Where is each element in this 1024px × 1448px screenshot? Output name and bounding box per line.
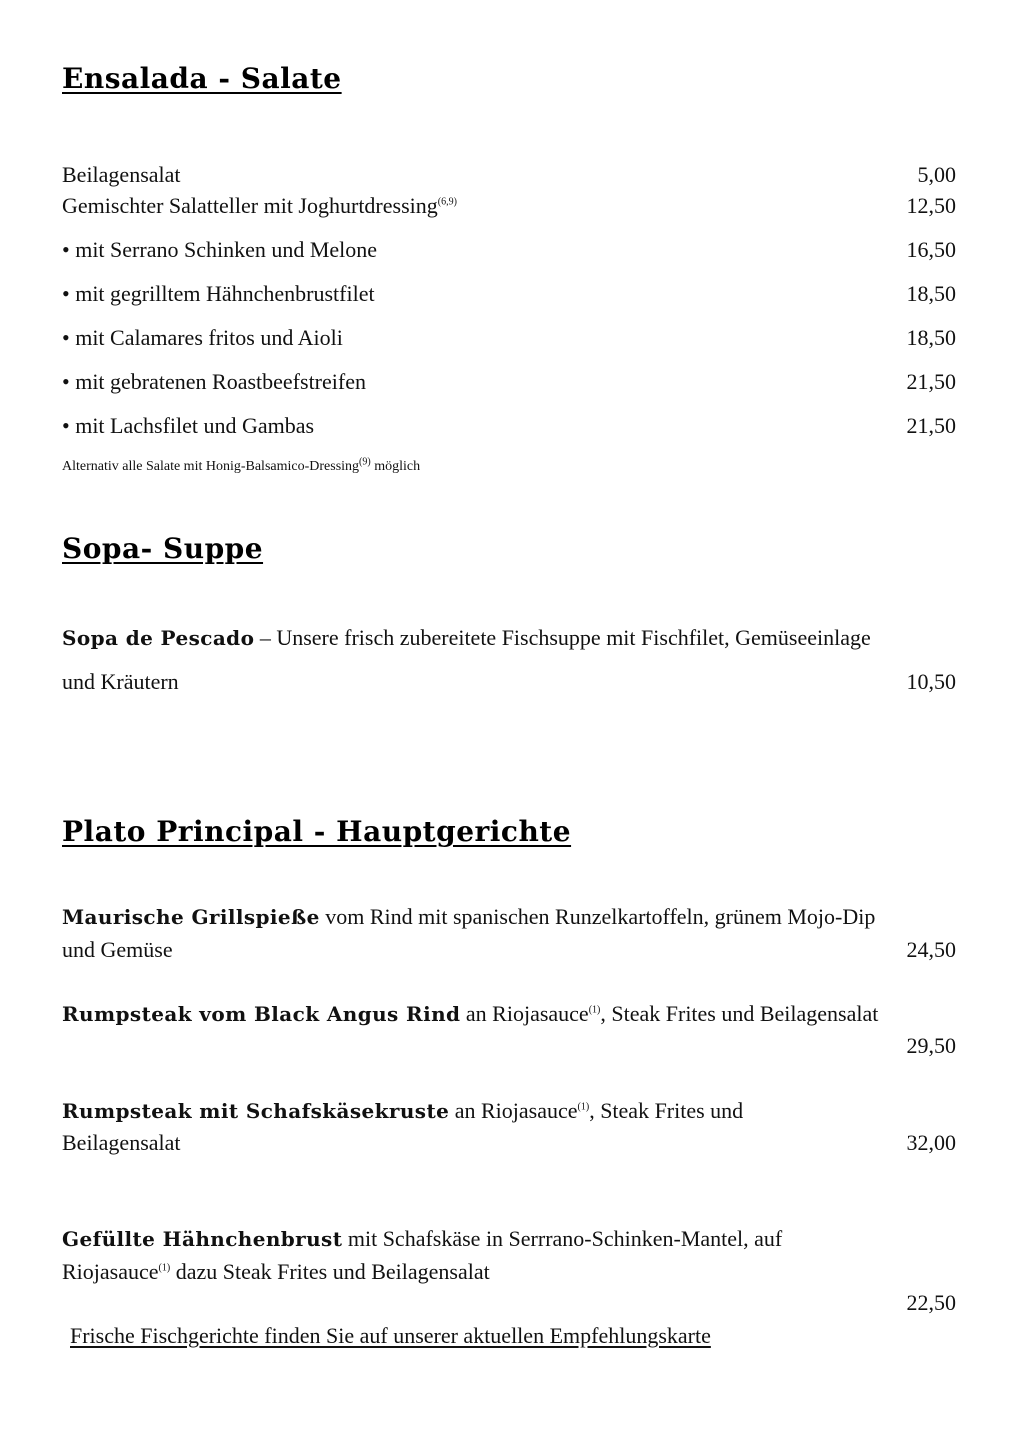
salad-dressing-note [62,454,956,480]
item-desc-end: , Steak Frites und [589,1098,744,1123]
item-desc-line2: und Gemüse [62,937,173,962]
note-text-end: möglich [370,459,421,474]
item-price: 29,50 [906,1033,956,1058]
menu-item-soup [62,625,956,651]
menu-item [62,325,956,351]
item-desc-end: , Steak Frites und Beilagensalat [600,1001,879,1026]
menu-item [62,281,956,307]
item-name: • mit gegrilltem Hähnchenbrustfilet [62,281,375,306]
item-name: Maurische Grillspieße [62,905,320,929]
item-price: 10,50 [906,669,956,694]
item-desc: Riojasauce [62,1259,159,1284]
item-name: • mit Calamares fritos und Aioli [62,325,343,350]
item-desc: mit Schafskäse in Serrrano-Schinken-Mantel, auf [342,1226,783,1251]
item-price: 5,00 [917,162,956,187]
section-heading-mains: Plato Principal - Hauptgerichte [62,815,572,848]
item-price: 24,50 [906,937,956,962]
item-name: Gemischter Salatteller mit Joghurtdressing [62,193,438,218]
menu-item [62,1001,956,1027]
allergen-note: (6,9) [437,196,457,208]
allergen-note: (9) [359,456,371,468]
item-price: 16,50 [906,237,956,262]
allergen-note: (1) [588,1004,601,1016]
item-name: Gefüllte Hähnchenbrust [62,1227,343,1251]
item-desc-line2: Beilagensalat [62,1130,181,1155]
menu-item [62,413,956,439]
item-name: • mit gebratenen Roastbeefstreifen [62,369,366,394]
allergen-note: (1) [158,1262,171,1274]
item-price: 12,50 [906,193,956,218]
fish-dishes-note-link[interactable]: Frische Fischgerichte finden Sie auf unserer aktuellen Empfehlungskarte [70,1323,711,1348]
item-name: • mit Serrano Schinken und Melone [62,237,378,262]
item-desc: – Unsere frisch zubereitete Fischsuppe mit Fischfilet, Gemüseeinlage [254,625,871,650]
item-price: 21,50 [906,413,956,438]
note-text: Alternativ alle Salate mit Honig-Balsamico-Dressing [62,459,360,474]
item-name: Rumpsteak mit Schafskäsekruste [62,1099,450,1123]
menu-item [62,1226,956,1252]
item-price: 22,50 [906,1290,956,1315]
item-name: Sopa de Pescado [62,626,255,650]
item-desc: vom Rind mit spanischen Runzelkartoffeln, grünem Mojo-Dip [319,904,876,929]
item-price: 21,50 [906,369,956,394]
item-desc-line2: und Kräutern [62,669,179,694]
item-name: Rumpsteak vom Black Angus Rind [62,1002,461,1026]
item-name: • mit Lachsfilet und Gambas [62,413,315,438]
item-desc: an Riojasauce [449,1098,578,1123]
menu-item [62,237,956,263]
item-desc: an Riojasauce [460,1001,589,1026]
item-price: 32,00 [906,1130,956,1155]
item-price: 18,50 [906,325,956,350]
section-heading-salads: Ensalada - Salate [62,62,342,95]
menu-item [62,904,956,930]
menu-item [62,369,956,395]
item-desc-end: dazu Steak Frites und Beilagensalat [170,1259,490,1284]
allergen-note: (1) [577,1101,590,1113]
item-name: Beilagensalat [62,162,181,187]
item-desc-line2 [62,1259,956,1285]
menu-item [62,193,956,219]
item-price: 18,50 [906,281,956,306]
section-heading-soup: Sopa- Suppe [62,532,264,565]
menu-item [62,162,956,188]
menu-item [62,1098,956,1124]
